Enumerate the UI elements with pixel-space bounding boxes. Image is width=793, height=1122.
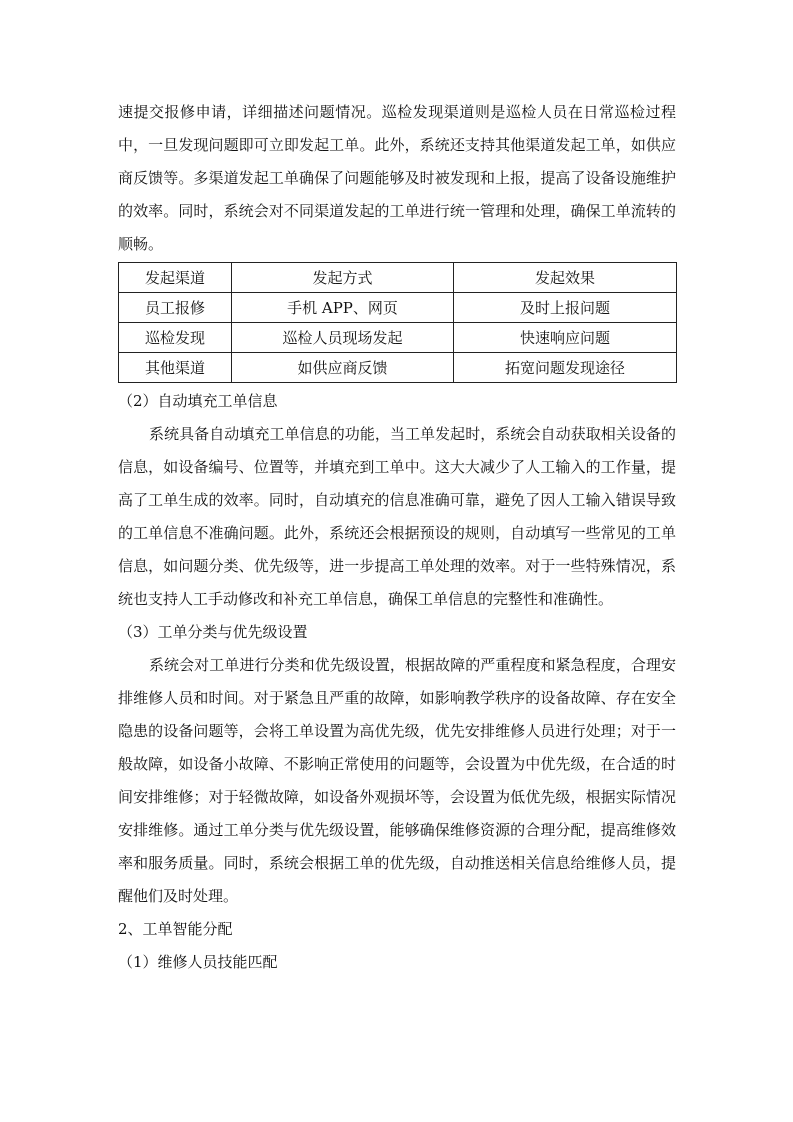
table-header-row (119, 263, 677, 293)
section-heading-priority: （3）工单分类与优先级设置 (118, 623, 308, 641)
paragraph-auto-fill: 系统具备自动填充工单信息的功能，当工单发起时，系统会自动获取相关设备的信息，如设备编号、位置等，并填充到工单中。这大大减少了人工输入的工作量，提高了工单生成的效率。同时，自动填充的信息准确可靠，避免了因人工输入错误导致的工单信息不准确问题。此外，系统还会根据预设的规则，自动填写一些常见的工单信息，如问题分类、优先级等，进一步提高工单处理的效率。对于一些特殊情况，系统也支持人工手动修改和补充工单信息，确保工单信息的完整性和准确性。 (118, 425, 676, 608)
table-row (119, 323, 677, 353)
section-heading-auto-fill: （2）自动填充工单信息 (118, 392, 278, 410)
table-cell: 其他渠道 (119, 353, 232, 383)
table-header-cell: 发起渠道 (119, 263, 232, 293)
table-cell: 快速响应问题 (454, 323, 677, 353)
table-header-cell: 发起效果 (454, 263, 677, 293)
table-cell: 巡检人员现场发起 (232, 323, 454, 353)
table-row (119, 353, 677, 383)
table-cell: 如供应商反馈 (232, 353, 454, 383)
paragraph-priority: 系统会对工单进行分类和优先级设置，根据故障的严重程度和紧急程度，合理安排维修人员和时间。对于紧急且严重的故障，如影响教学秩序的设备故障、存在安全隐患的设备问题等，会将工单设置为高优先级，优先安排维修人员进行处理；对于一般故障，如设备小故障、不影响正常使用的问题等，会设置为中优先级，在合适的时间安排维修；对于轻微故障，如设备外观损坏等，会设置为低优先级，根据实际情况安排维修。通过工单分类与优先级设置，能够确保维修资源的合理分配，提高维修效率和服务质量。同时，系统会根据工单的优先级，自动推送相关信息给维修人员，提醒他们及时处理。 (118, 656, 676, 905)
section-heading-skill-match: （1）维修人员技能匹配 (118, 953, 278, 971)
table-cell: 员工报修 (119, 293, 232, 323)
table-row (119, 293, 677, 323)
table-cell: 巡检发现 (119, 323, 232, 353)
table-cell: 及时上报问题 (454, 293, 677, 323)
section-heading-smart-assign: 2、工单智能分配 (118, 920, 233, 938)
document-page (118, 96, 676, 979)
table-header-cell: 发起方式 (232, 263, 454, 293)
paragraph-channels: 速提交报修申请，详细描述问题情况。巡检发现渠道则是巡检人员在日常巡检过程中，一旦发现问题即可立即发起工单。此外，系统还支持其他渠道发起工单，如供应商反馈等。多渠道发起工单确保了问题能够及时被发现和上报，提高了设备设施维护的效率。同时，系统会对不同渠道发起的工单进行统一管理和处理，确保工单流转的顺畅。 (118, 103, 676, 253)
channel-table (118, 262, 677, 383)
table-cell: 手机 APP、网页 (232, 293, 454, 323)
table-cell: 拓宽问题发现途径 (454, 353, 677, 383)
